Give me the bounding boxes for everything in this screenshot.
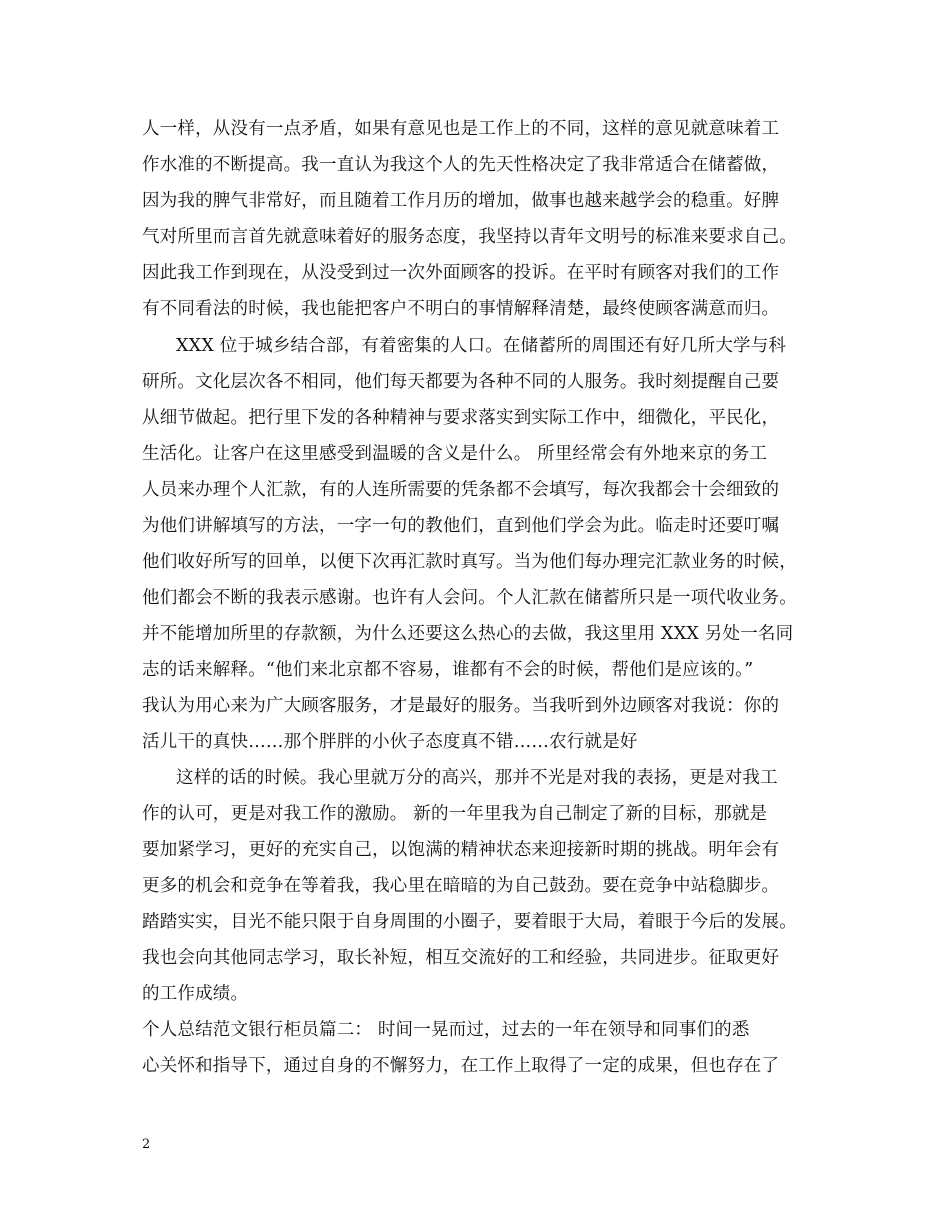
body-text-line: 有不同看法的时候，我也能把客户不明白的事情解释清楚，最终使顾客满意而归。 [142,299,780,319]
body-text-line: 为他们讲解填写的方法，一字一句的教他们，直到他们学会为此。临走时还要叮嘱 [142,516,780,536]
body-text-line: 他们都会不断的我表示感谢。也许有人会问。个人汇款在储蓄所只是一项代收业务。 [142,588,797,608]
paragraph-start-line: XXX 位于城乡结合部，有着密集的人口。在储蓄所的周围还有好几所大学与科 [176,336,787,356]
body-text-line: 作水准的不断提高。我一直认为我这个人的先天性格决定了我非常适合在储蓄做， [142,155,780,175]
body-text-line: 并不能增加所里的存款额，为什么还要这么热心的去做，我这里用 XXX 另处一名同 [142,624,794,644]
body-text-line: 志的话来解释。“他们来北京都不容易，谁都有不会的时候，帮他们是应该的。” [142,660,754,680]
body-text-line: 因为我的脾气非常好，而且随着工作月历的增加，做事也越来越学会的稳重。好脾 [142,191,780,211]
body-text-line: 人一样，从没有一点矛盾，如果有意见也是工作上的不同，这样的意见就意味着工 [142,119,780,139]
page-number: 2 [142,1137,151,1152]
body-text-line: 活儿干的真快……那个胖胖的小伙子态度真不错……农行就是好 [142,732,638,752]
body-text-line: 的工作成绩。 [142,984,249,1004]
body-text-line: 我也会向其他同志学习，取长补短，相互交流好的工和经验，共同进步。征取更好 [142,948,780,968]
body-text-line: 他们收好所写的回单，以便下次再汇款时真写。当为他们每办理完汇款业务的时候， [142,552,797,572]
body-text-line: 研所。文化层次各不相同，他们每天都要为各种不同的人服务。我时刻提醒自己要 [142,372,780,392]
paragraph-start-line: 这样的话的时候。我心里就万分的高兴，那并不光是对我的表扬，更是对我工 [176,768,778,788]
body-text-line: 踏踏实实，目光不能只限于自身周围的小圈子，要着眼于大局，着眼于今后的发展。 [142,912,797,932]
body-text-line: 作的认可，更是对我工作的激励。 新的一年里我为自己制定了新的目标，那就是 [142,804,768,824]
body-text-line: 我认为用心来为广大顾客服务，才是最好的服务。当我听到外边顾客对我说：你的 [142,696,780,716]
body-text-line: 心关怀和指导下，通过自身的不懈努力，在工作上取得了一定的成果，但也存在了 [142,1056,780,1076]
body-text-line: 因此我工作到现在，从没受到过一次外面顾客的投诉。在平时有顾客对我们的工作 [142,263,780,283]
body-text-line: 更多的机会和竞争在等着我，我心里在暗暗的为自己鼓劲。要在竞争中站稳脚步。 [142,876,780,896]
body-text-line: 从细节做起。把行里下发的各种精神与要求落实到实际工作中，细微化，平民化， [142,408,780,428]
body-text-line: 气对所里而言首先就意味着好的服务态度，我坚持以青年文明号的标准来要求自己。 [142,227,797,247]
section-heading-line: 个人总结范文银行柜员篇二： 时间一晃而过，过去的一年在领导和同事们的悉 [142,1020,750,1040]
body-text-line: 人员来办理个人汇款，有的人连所需要的凭条都不会填写，每次我都会十会细致的 [142,480,780,500]
body-text-line: 生活化。让客户在这里感受到温暖的含义是什么。 所里经常会有外地来京的务工 [142,444,768,464]
body-text-line: 要加紧学习，更好的充实自己，以饱满的精神状态来迎接新时期的挑战。明年会有 [142,840,780,860]
